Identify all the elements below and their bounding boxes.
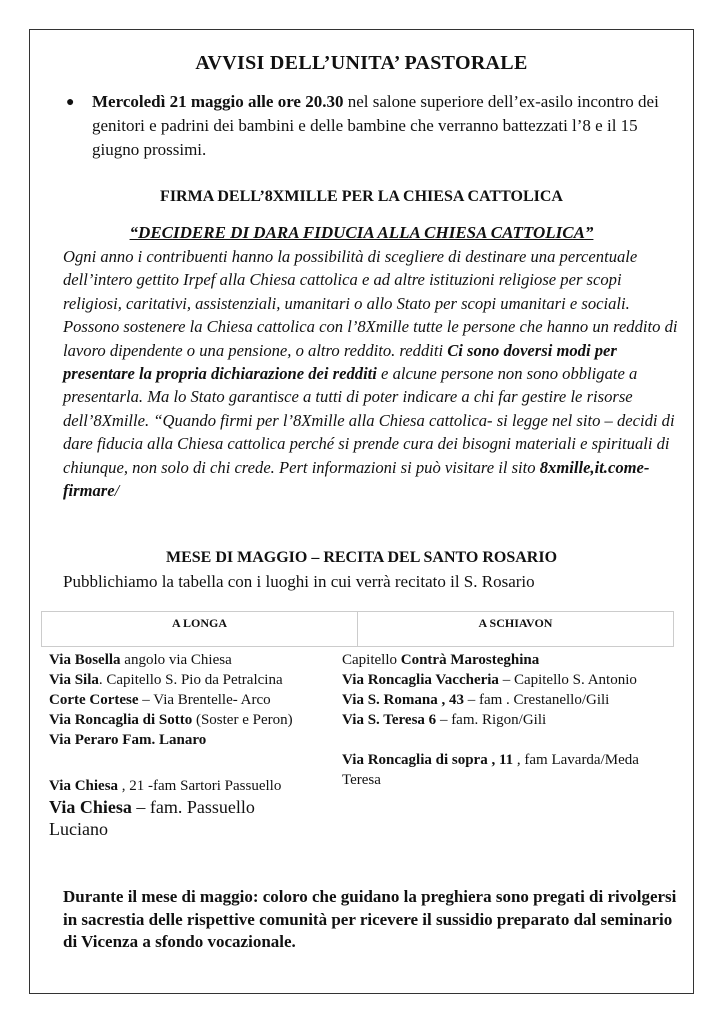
column-header-longa: A LONGA <box>42 612 358 646</box>
list-item: Via Peraro Fam. Lanaro <box>49 732 207 748</box>
list-item: Corte Cortese – Via Brentelle- Arco <box>49 692 271 708</box>
8xmille-link-suffix: / <box>114 481 120 501</box>
bullet-icon: ● <box>66 95 75 110</box>
8xmille-text-1: Ogni anno i contribuenti hanno la possibilità di scegliere di destinare una percentuale dell’intero gettito Irpef alla Chiesa cattolica e ad altre istituzioni religiose per scopi religiosi, caritativi, assistenziali, umanitari o allo Stato per scopi umanitari e sociali. Possono sostenere la Chiesa cattolica con l’8Xmille tutte le persone che hanno un reddito di lavoro dipendente o una pensione, o altro reddito. redditi <box>63 247 678 360</box>
rosario-intro: Pubblichiamo la tabella con i luoghi in cui verrà recitato il S. Rosario <box>63 572 535 591</box>
8xmille-body <box>63 245 683 502</box>
rosario-table-header <box>41 611 674 647</box>
column-header-schiavon: A SCHIAVON <box>478 616 553 630</box>
section-heading-rosario: MESE DI MAGGIO – RECITA DEL SANTO ROSARIO <box>165 549 558 566</box>
list-item: Capitello Contrà Marosteghina <box>342 652 540 668</box>
list-item: Via S. Teresa 6 – fam. Rigon/Gili <box>342 712 547 728</box>
list-item: Via Chiesa – fam. Passuello Luciano <box>49 797 255 839</box>
8xmille-link[interactable]: 8xmille,it.come-firmare <box>63 457 650 501</box>
rosario-column-longa <box>49 650 314 840</box>
announcement-text <box>92 90 686 162</box>
closing-note: Durante il mese di maggio: coloro che guidano la preghiera sono pregati di rivolgersi in sacrestia delle rispettive comunità per ricevere il sussidio preparato dal seminario di Vicenza a sfondo vocazionale. <box>63 887 677 951</box>
8xmille-text-2: e alcune persone non sono obbligate a presentarla. Ma lo Stato garantisce a tutti di poter indicare a chi far gestire le risorse dell’8Xmille. “Quando firmi per l’8Xmille alla Chiesa cattolica- si legge nel sito – decidi di dare fiducia alla Chiesa cattolica perché si prende cura dei bisogni materiali e spirituali di chiunque, non solo di chi crede. Pert informazioni si può visitare il sito <box>63 364 675 477</box>
announcement-details: nel salone superiore dell’ex-asilo incontro dei genitori e padrini dei bambini e delle bambine che verranno battezzati l’8 e il 15 giugno prossimi. <box>92 92 659 159</box>
rosario-column-schiavon <box>342 650 652 790</box>
list-item: Via Bosella angolo via Chiesa <box>49 652 232 668</box>
list-item: Via Roncaglia Vaccheria – Capitello S. Antonio <box>342 672 637 688</box>
meeting-announcement <box>66 90 686 162</box>
section-heading-8xmille: FIRMA DELL’8XMILLE PER LA CHIESA CATTOLICA <box>160 188 563 205</box>
list-item: Via Sila. Capitello S. Pio da Petralcina <box>49 672 283 688</box>
8xmille-text-bold: Ci sono doversi modi per presentare la propria dichiarazione dei redditi <box>63 340 617 384</box>
list-item: Via Roncaglia di Sotto (Soster e Peron) <box>49 712 293 728</box>
list-item: Via S. Romana , 43 – fam . Crestanello/Gili <box>342 692 610 708</box>
page-title: AVVISI DELL’UNITA’ PASTORALE <box>195 52 528 74</box>
notice-frame <box>29 29 694 994</box>
announcement-date: Mercoledì 21 maggio alle ore 20.30 <box>92 92 344 111</box>
section-subheading-8xmille: “DECIDERE DI DARA FIDUCIA ALLA CHIESA CATTOLICA” <box>129 223 594 242</box>
list-item: Via Roncaglia di sopra , 11 , fam Lavarda/Meda Teresa <box>342 752 639 788</box>
list-item: Via Chiesa , 21 -fam Sartori Passuello <box>49 778 282 794</box>
